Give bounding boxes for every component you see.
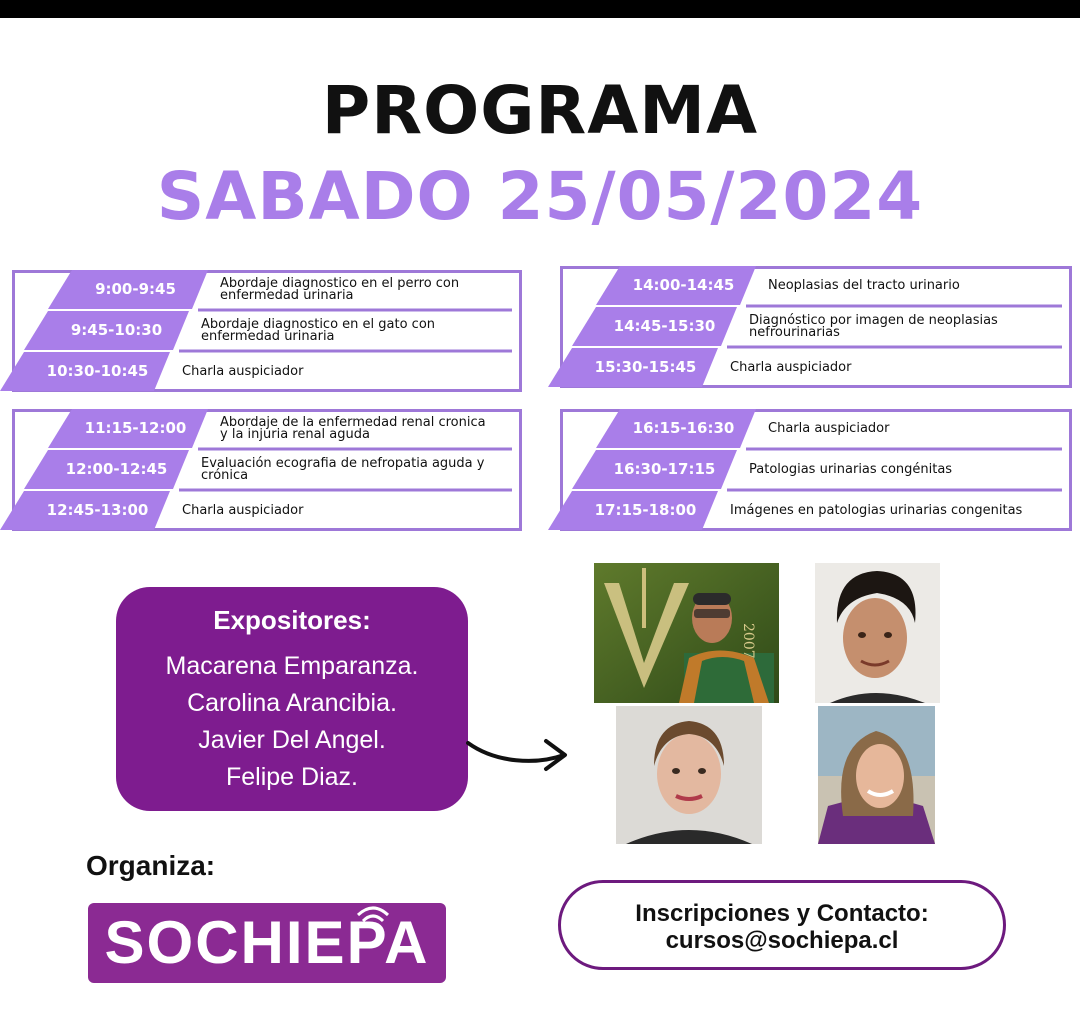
session-time: 11:15-12:00 xyxy=(84,419,187,437)
speakers-heading: Expositores: xyxy=(213,605,371,635)
schedule-row xyxy=(12,352,522,391)
session-title-line: Neoplasias del tracto urinario xyxy=(768,277,960,293)
session-title-line: crónica xyxy=(201,467,249,483)
session-time: 16:30-17:15 xyxy=(613,460,716,478)
speaker-photo-2 xyxy=(815,563,940,703)
schedule-block-afternoon-2 xyxy=(560,409,1072,531)
session-title-line: Charla auspiciador xyxy=(730,359,852,375)
arrow-right-icon xyxy=(466,735,570,775)
session-title xyxy=(220,409,510,448)
session-title xyxy=(749,307,1060,346)
speaker-name: Javier Del Angel. xyxy=(198,726,386,754)
session-title xyxy=(768,266,1060,305)
session-title-line: Charla auspiciador xyxy=(182,502,304,518)
session-title-line: Abordaje diagnostico en el perro con xyxy=(220,275,460,291)
organizer-label: Organiza: xyxy=(86,850,216,881)
session-title xyxy=(768,409,1060,448)
speaker-name: Carolina Arancibia. xyxy=(187,689,397,717)
schedule-row xyxy=(560,491,1072,530)
session-time: 12:45-13:00 xyxy=(46,501,149,519)
session-title-line: Abordaje diagnostico en el gato con xyxy=(201,316,436,332)
speakers-panel xyxy=(116,587,468,811)
session-title xyxy=(749,450,1060,489)
session-title-line: Abordaje de la enfermedad renal cronica xyxy=(220,414,486,430)
session-title-line: Diagnóstico por imagen de neoplasias xyxy=(749,312,998,328)
schedule-row xyxy=(12,491,522,530)
session-time: 17:15-18:00 xyxy=(594,501,697,519)
schedule-row xyxy=(12,450,522,489)
speaker-photo-3 xyxy=(616,706,762,844)
session-title xyxy=(182,352,510,391)
schedule-row xyxy=(560,266,1072,305)
session-time: 16:15-16:30 xyxy=(632,419,735,437)
schedule-row xyxy=(560,307,1072,346)
contact-box xyxy=(558,880,1006,970)
session-title xyxy=(730,348,1060,387)
session-title-line: enfermedad urinaria xyxy=(201,328,335,344)
session-time: 14:45-15:30 xyxy=(613,317,716,335)
speaker-name: Macarena Emparanza. xyxy=(165,652,419,680)
session-title-line: Imágenes en patologias urinarias congenitas xyxy=(730,502,1023,518)
svg-text:2007: 2007 xyxy=(740,623,756,659)
session-title-line: Charla auspiciador xyxy=(182,363,304,379)
speaker-photo-1 xyxy=(594,563,779,703)
session-title-line: y la injuria renal aguda xyxy=(220,426,370,442)
session-time: 10:30-10:45 xyxy=(46,362,149,380)
session-time: 15:30-15:45 xyxy=(594,358,697,376)
session-time: 9:00-9:45 xyxy=(95,280,176,298)
session-title-line: nefrourinarias xyxy=(749,324,840,340)
session-title xyxy=(201,450,510,489)
session-time: 12:00-12:45 xyxy=(65,460,168,478)
radiation-icon xyxy=(88,903,446,983)
session-title xyxy=(201,311,510,350)
schedule-row xyxy=(560,450,1072,489)
session-title-line: Evaluación ecografia de nefropatia aguda y xyxy=(201,455,485,471)
schedule-block-afternoon-1 xyxy=(560,266,1072,388)
event-date: SABADO 25/05/2024 xyxy=(156,158,924,235)
session-title-line: enfermedad urinaria xyxy=(220,287,354,303)
schedule-row xyxy=(12,270,522,309)
page-title: PROGRAMA xyxy=(321,72,759,149)
session-title-line: Charla auspiciador xyxy=(768,420,890,436)
contact-heading: Inscripciones y Contacto: xyxy=(635,900,929,927)
speaker-name: Felipe Diaz. xyxy=(226,763,358,791)
top-bar xyxy=(0,0,1080,18)
sochiepa-logo xyxy=(88,903,446,983)
schedule-block-morning-1 xyxy=(12,270,522,392)
speaker-photo-4 xyxy=(818,706,935,844)
session-time: 9:45-10:30 xyxy=(70,321,163,339)
contact-email[interactable]: cursos@sochiepa.cl xyxy=(665,927,899,954)
logo-text: SOCHIEPA xyxy=(104,909,430,976)
session-title xyxy=(182,491,510,530)
session-title-line: Patologias urinarias congénitas xyxy=(749,461,953,477)
schedule-row xyxy=(560,348,1072,387)
session-title xyxy=(730,491,1060,530)
session-title xyxy=(220,270,510,309)
schedule-row xyxy=(12,409,522,448)
session-time: 14:00-14:45 xyxy=(632,276,735,294)
schedule-row xyxy=(12,311,522,350)
schedule-row xyxy=(560,409,1072,448)
schedule-block-morning-2 xyxy=(12,409,522,531)
